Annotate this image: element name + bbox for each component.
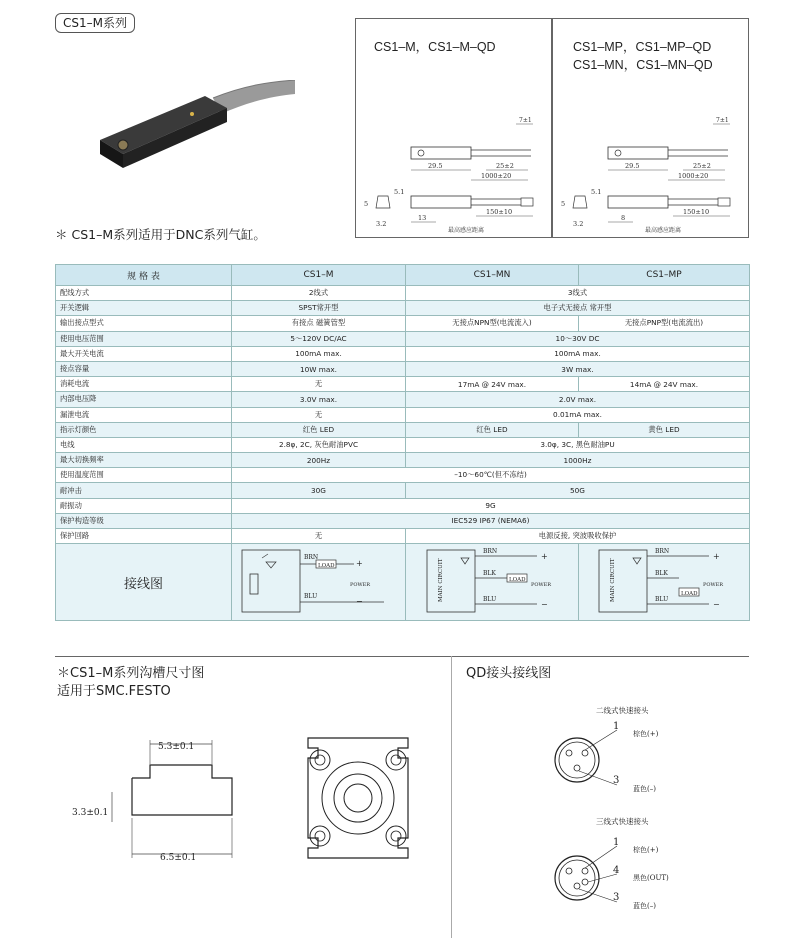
spec-row [56, 437, 750, 452]
spec-value-m: SPST常开型 [232, 301, 406, 316]
spec-row-label: 保护构造等级 [56, 513, 232, 528]
spec-value-mn-mp: 50G [406, 483, 750, 498]
spec-value-mn-mp: 2.0V max. [406, 392, 750, 407]
qd3-label-blue: 蓝色(–) [633, 902, 656, 910]
brn-text: BRN [655, 548, 670, 556]
spec-value-mn-mp: 0.01mA max. [406, 407, 750, 422]
dim-lead: 7±1 [519, 117, 532, 124]
qd-three-wire-diagram [545, 828, 705, 918]
wiring-label: 接线图 [56, 544, 232, 621]
spec-value-mn: 17mA @ 24V max. [406, 377, 579, 392]
dim-qd-length: 150±10 [486, 208, 513, 216]
spec-row [56, 468, 750, 483]
spec-row-label: 内部电压降 [56, 392, 232, 407]
spec-row [56, 286, 750, 301]
spec-value-mp: 14mA @ 24V max. [579, 377, 750, 392]
applicability-note: ＊ CS1–M系列适用于DNC系列气缸。 [55, 227, 266, 242]
groove-drawing [70, 730, 430, 870]
spec-row [56, 422, 750, 437]
spec-row-label: 保护回路 [56, 529, 232, 544]
spec-row [56, 498, 750, 513]
load-text: LOAD [681, 591, 698, 598]
spec-row-label: 使用电压范围 [56, 331, 232, 346]
qd2-pin-3: 3 [613, 775, 620, 786]
groove-title: ＊CS1–M系列沟槽尺寸图 [57, 666, 205, 681]
wiring-mp-svg [579, 544, 749, 618]
spec-row-label: 最大开关电流 [56, 346, 232, 361]
minus-text: − [355, 597, 363, 607]
spec-value-all: 9G [232, 498, 750, 513]
spec-value-m: 无 [232, 407, 406, 422]
section-divider-vertical [451, 656, 452, 938]
spec-row [56, 377, 750, 392]
spec-value-m: 2线式 [232, 286, 406, 301]
spec-row-label: 漏泄电流 [56, 407, 232, 422]
spec-value-mn-mp: 3.0φ, 3C, 黑色耐油PU [406, 437, 750, 452]
series-tag: CS1–M系列 [55, 13, 135, 33]
qd-two-wire-diagram [545, 715, 705, 800]
qd-title: QD接头接线图 [466, 666, 552, 681]
dim-depth: 3.2 [376, 220, 387, 228]
spec-value-m: 2.8φ, 2C, 灰色耐油PVC [232, 437, 406, 452]
spec-row-label: 消耗电流 [56, 377, 232, 392]
spec-value-m: 5～120V DC/AC [232, 331, 406, 346]
dim-body-length: 29.5 [428, 162, 443, 170]
spec-row-label: 接点容量 [56, 361, 232, 376]
minus-text: − [541, 600, 548, 610]
spec-value-m: 30G [232, 483, 406, 498]
groove-dim-bottom: 6.5±0.1 [160, 853, 197, 863]
load-text: LOAD [509, 577, 526, 584]
plus-text: + [541, 552, 548, 562]
spec-row [56, 361, 750, 376]
sensor-photo [95, 80, 295, 175]
wiring-diagram-mn [406, 544, 579, 621]
spec-row [56, 301, 750, 316]
spec-value-mn-mp: 3W max. [406, 361, 750, 376]
spec-value-all: IEC529 IP67 (NEMA6) [232, 513, 750, 528]
qd2-label-blue: 蓝色(–) [633, 785, 656, 793]
power-text: POWER [703, 582, 724, 589]
spec-value-mn-mp: 电子式无接点 常开型 [406, 301, 750, 316]
spec-header-row [56, 265, 750, 286]
spec-value-mp: 无接点PNP型(电流流出) [579, 316, 750, 331]
spec-row [56, 483, 750, 498]
wiring-diagram-mp [579, 544, 750, 621]
spec-value-mn-mp: 1000Hz [406, 453, 750, 468]
spec-row [56, 453, 750, 468]
spec-value-mn: 红色 LED [406, 422, 579, 437]
sense-note: 最高感应距离 [645, 227, 682, 234]
dim-height: 5.1 [591, 188, 602, 196]
spec-table [55, 264, 750, 621]
dimension-panel-mp-mn [552, 18, 749, 238]
spec-row-label: 耐振动 [56, 498, 232, 513]
spec-value-mn-mp: 100mA max. [406, 346, 750, 361]
dim-depth: 3.2 [573, 220, 584, 228]
dim-body-length: 29.5 [625, 162, 640, 170]
spec-value-mn-mp: 3线式 [406, 286, 750, 301]
power-text: POWER [531, 582, 552, 589]
brn-text: BRN [483, 548, 498, 556]
brn-text: BRN [303, 554, 318, 562]
power-text: POWER [349, 582, 370, 589]
main-circuit-text: MAIN CIRCUIT [438, 558, 444, 603]
qd3-pin-4: 4 [613, 865, 620, 876]
blu-text: BLU [303, 593, 317, 601]
load-text: LOAD [317, 563, 335, 570]
panel-title-2: CS1–MN，CS1–MN–QD [573, 58, 713, 72]
spec-value-mp: 黄色 LED [579, 422, 750, 437]
qd2-label-brown: 棕色(+) [633, 730, 659, 738]
spec-row-label: 输出接点型式 [56, 316, 232, 331]
cylinder-section [298, 738, 418, 858]
dim-gap: 25±2 [496, 162, 514, 170]
spec-row-label: 电线 [56, 437, 232, 452]
qd-two-wire-caption: 二线式快速接头 [596, 706, 649, 715]
blu-text: BLU [655, 596, 669, 604]
sense-note: 最高感应距离 [448, 227, 485, 234]
spec-row-label: 最大切换频率 [56, 453, 232, 468]
spec-value-mn: 无接点NPN型(电流流入) [406, 316, 579, 331]
plus-text: + [355, 559, 363, 569]
spec-body [56, 286, 750, 621]
spec-value-m: 3.0V max. [232, 392, 406, 407]
spec-value-m: 200Hz [232, 453, 406, 468]
spec-header-mp: CS1–MP [579, 265, 750, 286]
spec-row-label: 开关逻辑 [56, 301, 232, 316]
spec-row [56, 529, 750, 544]
spec-value-m: 红色 LED [232, 422, 406, 437]
dim-width: 5 [364, 200, 369, 208]
wiring-diagram-m [232, 544, 406, 621]
blk-text: BLK [655, 570, 668, 578]
groove-dim-left: 3.3±0.1 [72, 808, 109, 818]
plus-text: + [713, 552, 720, 562]
spec-row-label: 使用温度范围 [56, 468, 232, 483]
dimension-panel-m [355, 18, 552, 238]
section-divider [55, 656, 749, 657]
wiring-row [56, 544, 750, 621]
spec-value-m: 无 [232, 529, 406, 544]
wiring-mn-svg [407, 544, 577, 618]
dim-cable-length: 1000±20 [481, 172, 512, 180]
dim-lead: 7±1 [716, 117, 729, 124]
wiring-m-svg [234, 544, 404, 618]
blk-text: BLK [483, 570, 496, 578]
groove-dim-top: 5.3±0.1 [158, 742, 195, 752]
minus-text: − [713, 600, 720, 610]
groove-subtitle: 适用于SMC.FESTO [57, 684, 171, 699]
dim-height: 5.1 [394, 188, 405, 196]
panel-title: CS1–M，CS1–M–QD [374, 40, 496, 54]
spec-row [56, 392, 750, 407]
qd3-pin-1: 1 [613, 837, 620, 848]
dim-width: 5 [561, 200, 566, 208]
spec-row [56, 346, 750, 361]
dim-offset: 8 [621, 214, 626, 222]
spec-header-mn: CS1–MN [406, 265, 579, 286]
spec-row [56, 331, 750, 346]
qd3-label-black: 黑色(OUT) [633, 874, 669, 882]
spec-value-m: 10W max. [232, 361, 406, 376]
spec-row [56, 513, 750, 528]
spec-value-m: 有接点 磁簧管型 [232, 316, 406, 331]
qd3-pin-3: 3 [613, 892, 620, 903]
spec-row [56, 316, 750, 331]
spec-row-label: 耐冲击 [56, 483, 232, 498]
dimension-drawing [553, 114, 750, 239]
spec-row [56, 407, 750, 422]
main-circuit-text: MAIN CIRCUIT [610, 558, 616, 603]
dim-offset: 13 [418, 214, 427, 222]
qd2-pin-1: 1 [613, 721, 620, 732]
dim-qd-length: 150±10 [683, 208, 710, 216]
dim-gap: 25±2 [693, 162, 711, 170]
spec-value-all: –10～60℃(但不冻结) [232, 468, 750, 483]
blu-text: BLU [483, 596, 497, 604]
spec-value-m: 无 [232, 377, 406, 392]
dimension-drawing [356, 114, 553, 239]
qd3-label-brown: 棕色(+) [633, 846, 659, 854]
spec-value-m: 100mA max. [232, 346, 406, 361]
qd-three-wire-caption: 三线式快速接头 [596, 817, 649, 826]
spec-value-mn-mp: 电源反接, 突波吸收保护 [406, 529, 750, 544]
spec-header-m: CS1–M [232, 265, 406, 286]
dim-cable-length: 1000±20 [678, 172, 709, 180]
spec-row-label: 配线方式 [56, 286, 232, 301]
spec-row-label: 指示灯颜色 [56, 422, 232, 437]
spec-header-title: 规 格 表 [56, 265, 232, 286]
spec-value-mn-mp: 10～30V DC [406, 331, 750, 346]
panel-title-1: CS1–MP，CS1–MP–QD [573, 40, 712, 54]
